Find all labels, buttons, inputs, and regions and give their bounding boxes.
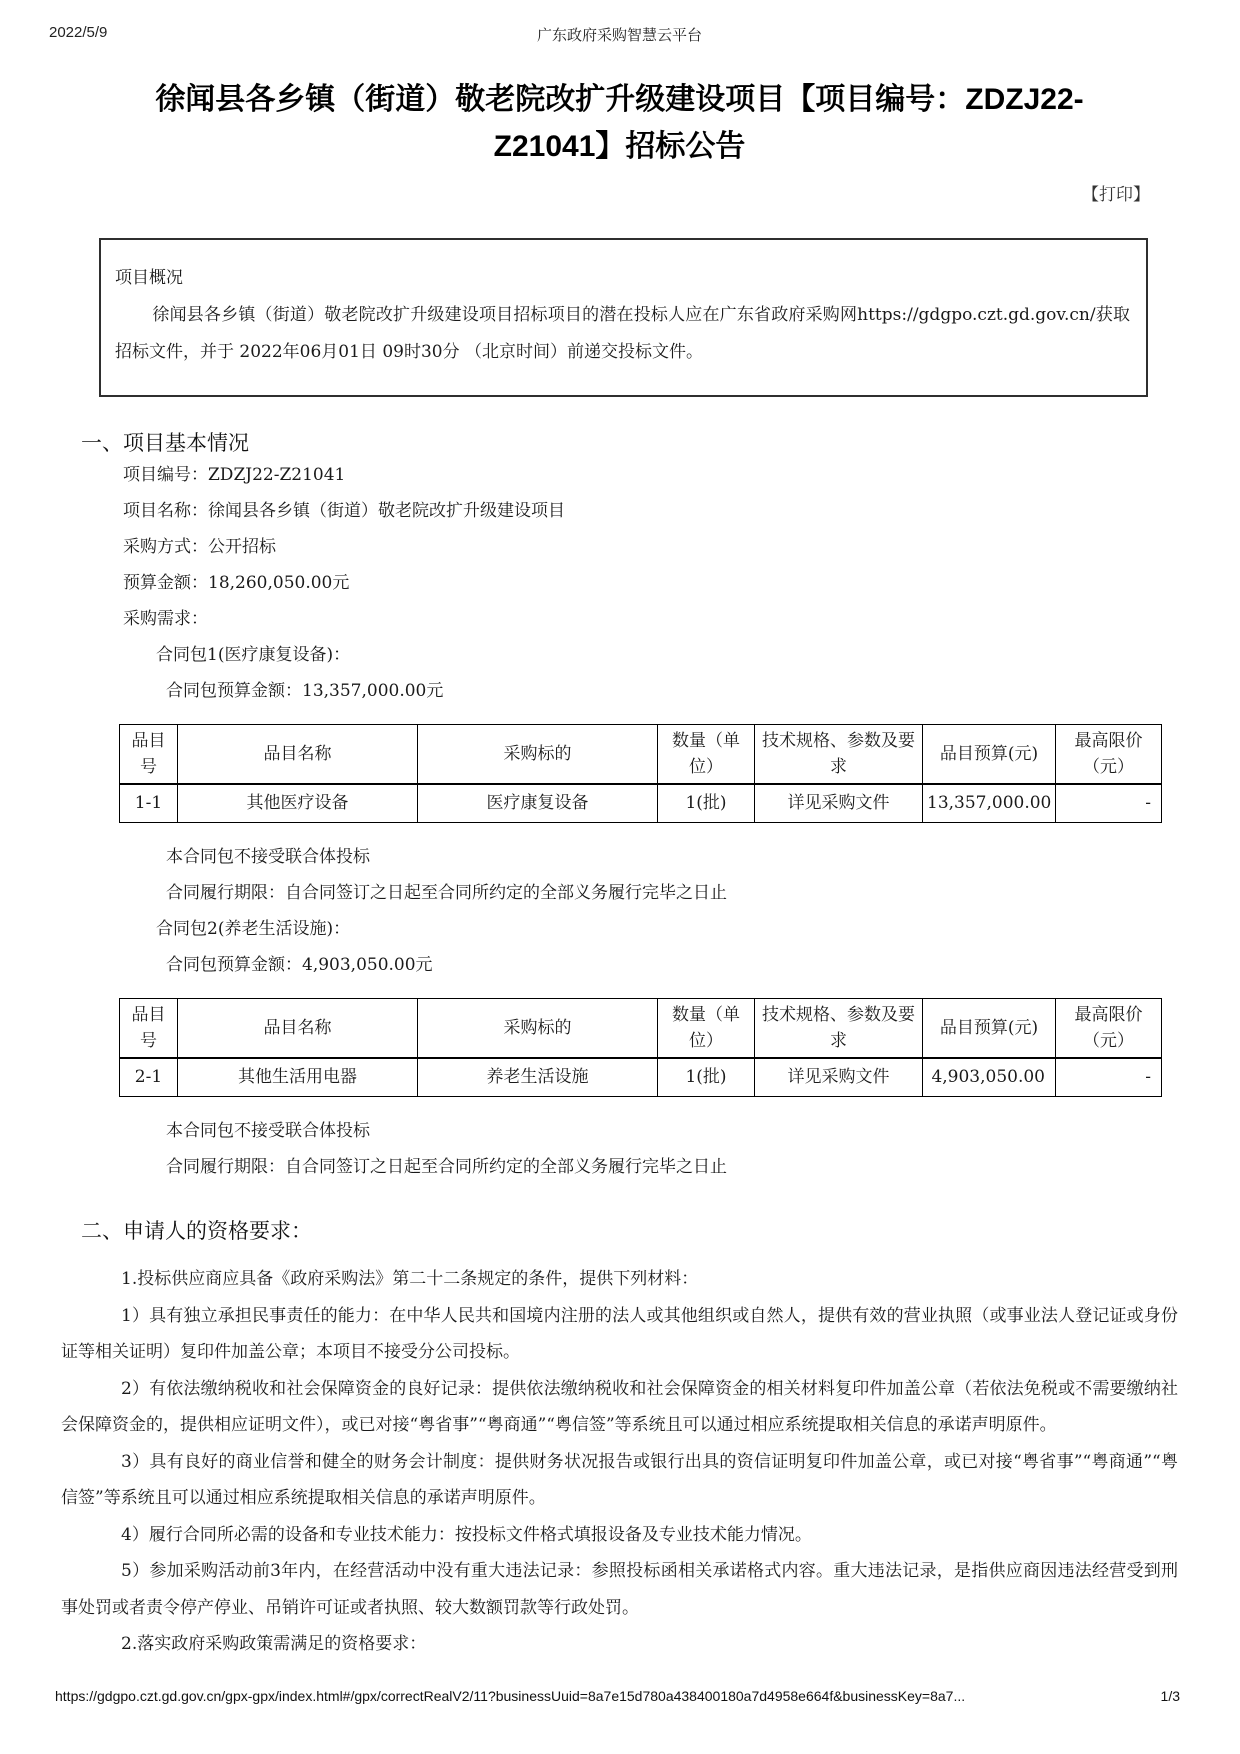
- cell-tech-spec: 详见采购文件: [755, 1058, 923, 1097]
- project-overview-box: [99, 238, 1148, 397]
- print-footer: [55, 1688, 1180, 1704]
- cell-tech-spec: 详见采购文件: [755, 784, 923, 823]
- col-item-no: 品目号: [120, 999, 178, 1059]
- package2-title: 合同包2(养老生活设施)：: [156, 919, 351, 939]
- package1-note-no-consortium: 本合同包不接受联合体投标: [166, 847, 370, 867]
- overview-body: 徐闻县各乡镇（街道）敬老院改扩升级建设项目招标项目的潜在投标人应在广东省政府采购网https://gdgpo.czt.gd.gov.cn/获取招标文件，并于 2022年06月01日 09时30分 （北京时间）前递交投标文件。: [115, 305, 1130, 362]
- col-item-budget: 品目预算(元): [923, 999, 1056, 1059]
- qualification-paragraph: 5）参加采购活动前3年内，在经营活动中没有重大违法记录：参照投标函相关承诺格式内容。重大违法记录，是指供应商因违法经营受到刑事处罚或者责令停产停业、吊销许可证或者执照、较大数额罚款等行政处罚。: [61, 1561, 1178, 1618]
- qualification-paragraph: 2）有依法缴纳税收和社会保障资金的良好记录：提供依法缴纳税收和社会保障资金的相关材料复印件加盖公章（若依法免税或不需要缴纳社会保障资金的，提供相应证明文件），或已对接“粤省事”“粤商通”“粤信签”等系统且可以通过相应系统提取相关信息的承诺声明原件。: [61, 1378, 1178, 1435]
- overview-heading: 项目概况: [115, 268, 183, 288]
- col-item-budget: 品目预算(元): [923, 725, 1056, 785]
- field-budget-amount: 预算金额：18,260,050.00元: [123, 573, 350, 593]
- package1-note-duration: 合同履行期限：自合同签订之日起至合同所约定的全部义务履行完毕之日止: [166, 883, 727, 903]
- package2-note-duration: 合同履行期限：自合同签订之日起至合同所约定的全部义务履行完毕之日止: [166, 1157, 727, 1177]
- qualification-paragraph: 2.落实政府采购政策需满足的资格要求：: [121, 1634, 427, 1654]
- field-procurement-method: 采购方式：公开招标: [123, 537, 276, 557]
- cell-procurement-target: 医疗康复设备: [418, 784, 658, 823]
- footer-url: https://gdgpo.czt.gd.gov.cn/gpx-gpx/index.html#/gpx/correctRealV2/11?businessUuid=8a7e15d780a438400180a7d4958e664f&businessKey=8a7...: [55, 1688, 966, 1704]
- package2-note-no-consortium: 本合同包不接受联合体投标: [166, 1121, 370, 1141]
- field-procurement-demand: 采购需求：: [123, 609, 208, 629]
- table-header-row: [120, 999, 1162, 1059]
- site-title: 广东政府采购智慧云平台: [536, 27, 702, 44]
- section1-heading: 一、项目基本情况: [81, 431, 249, 455]
- cell-item-no: 2-1: [120, 1058, 178, 1097]
- package2-budget: 合同包预算金额：4,903,050.00元: [166, 955, 433, 975]
- package2-items-table: [119, 998, 1162, 1097]
- package1-budget: 合同包预算金额：13,357,000.00元: [166, 681, 444, 701]
- footer-page-number: 1/3: [1160, 1688, 1180, 1704]
- col-procurement-target: 采购标的: [418, 999, 658, 1059]
- table-header-row: [120, 725, 1162, 785]
- col-max-price: 最高限价（元）: [1056, 999, 1162, 1059]
- page-title: 徐闻县各乡镇（街道）敬老院改扩升级建设项目【项目编号：ZDZJ22-Z21041】招标公告: [155, 83, 1084, 163]
- col-tech-spec: 技术规格、参数及要求: [755, 999, 923, 1059]
- print-button[interactable]: 【打印】: [1082, 185, 1150, 205]
- col-quantity-unit: 数量（单位）: [658, 725, 755, 785]
- cell-item-budget: 13,357,000.00: [923, 784, 1056, 823]
- col-quantity-unit: 数量（单位）: [658, 999, 755, 1059]
- cell-item-name: 其他生活用电器: [178, 1058, 418, 1097]
- qualification-paragraph: 1）具有独立承担民事责任的能力：在中华人民共和国境内注册的法人或其他组织或自然人，提供有效的营业执照（或事业法人登记证或身份证等相关证明）复印件加盖公章；本项目不接受分公司投标。: [61, 1305, 1178, 1362]
- print-date: 2022/5/9: [49, 24, 108, 41]
- section2-heading: 二、申请人的资格要求：: [81, 1219, 312, 1243]
- package1-items-table: [119, 724, 1162, 823]
- package1-title: 合同包1(医疗康复设备)：: [156, 645, 351, 665]
- qualification-paragraph: 3）具有良好的商业信誉和健全的财务会计制度：提供财务状况报告或银行出具的资信证明复印件加盖公章，或已对接“粤省事”“粤商通”“粤信签”等系统且可以通过相应系统提取相关信息的承诺声明原件。: [61, 1451, 1178, 1508]
- field-project-name: 项目名称：徐闻县各乡镇（街道）敬老院改扩升级建设项目: [123, 501, 565, 521]
- cell-max-price: -: [1056, 784, 1162, 823]
- table-row: [120, 784, 1162, 823]
- cell-max-price: -: [1056, 1058, 1162, 1097]
- cell-item-name: 其他医疗设备: [178, 784, 418, 823]
- col-procurement-target: 采购标的: [418, 725, 658, 785]
- print-header: [49, 0, 1178, 50]
- qualification-paragraph: 1.投标供应商应具备《政府采购法》第二十二条规定的条件，提供下列材料：: [121, 1269, 699, 1289]
- field-project-no: 项目编号：ZDZJ22-Z21041: [123, 465, 346, 485]
- cell-procurement-target: 养老生活设施: [418, 1058, 658, 1097]
- col-item-name: 品目名称: [178, 999, 418, 1059]
- col-max-price: 最高限价（元）: [1056, 725, 1162, 785]
- print-action-row: [61, 180, 1150, 204]
- table-row: [120, 1058, 1162, 1097]
- col-tech-spec: 技术规格、参数及要求: [755, 725, 923, 785]
- qualification-paragraphs: [61, 1261, 1178, 1663]
- cell-quantity-unit: 1(批): [658, 1058, 755, 1097]
- qualification-paragraph: 4）履行合同所必需的设备和专业技术能力：按投标文件格式填报设备及专业技术能力情况。: [121, 1524, 812, 1545]
- cell-item-no: 1-1: [120, 784, 178, 823]
- cell-item-budget: 4,903,050.00: [923, 1058, 1056, 1097]
- cell-quantity-unit: 1(批): [658, 784, 755, 823]
- col-item-no: 品目号: [120, 725, 178, 785]
- col-item-name: 品目名称: [178, 725, 418, 785]
